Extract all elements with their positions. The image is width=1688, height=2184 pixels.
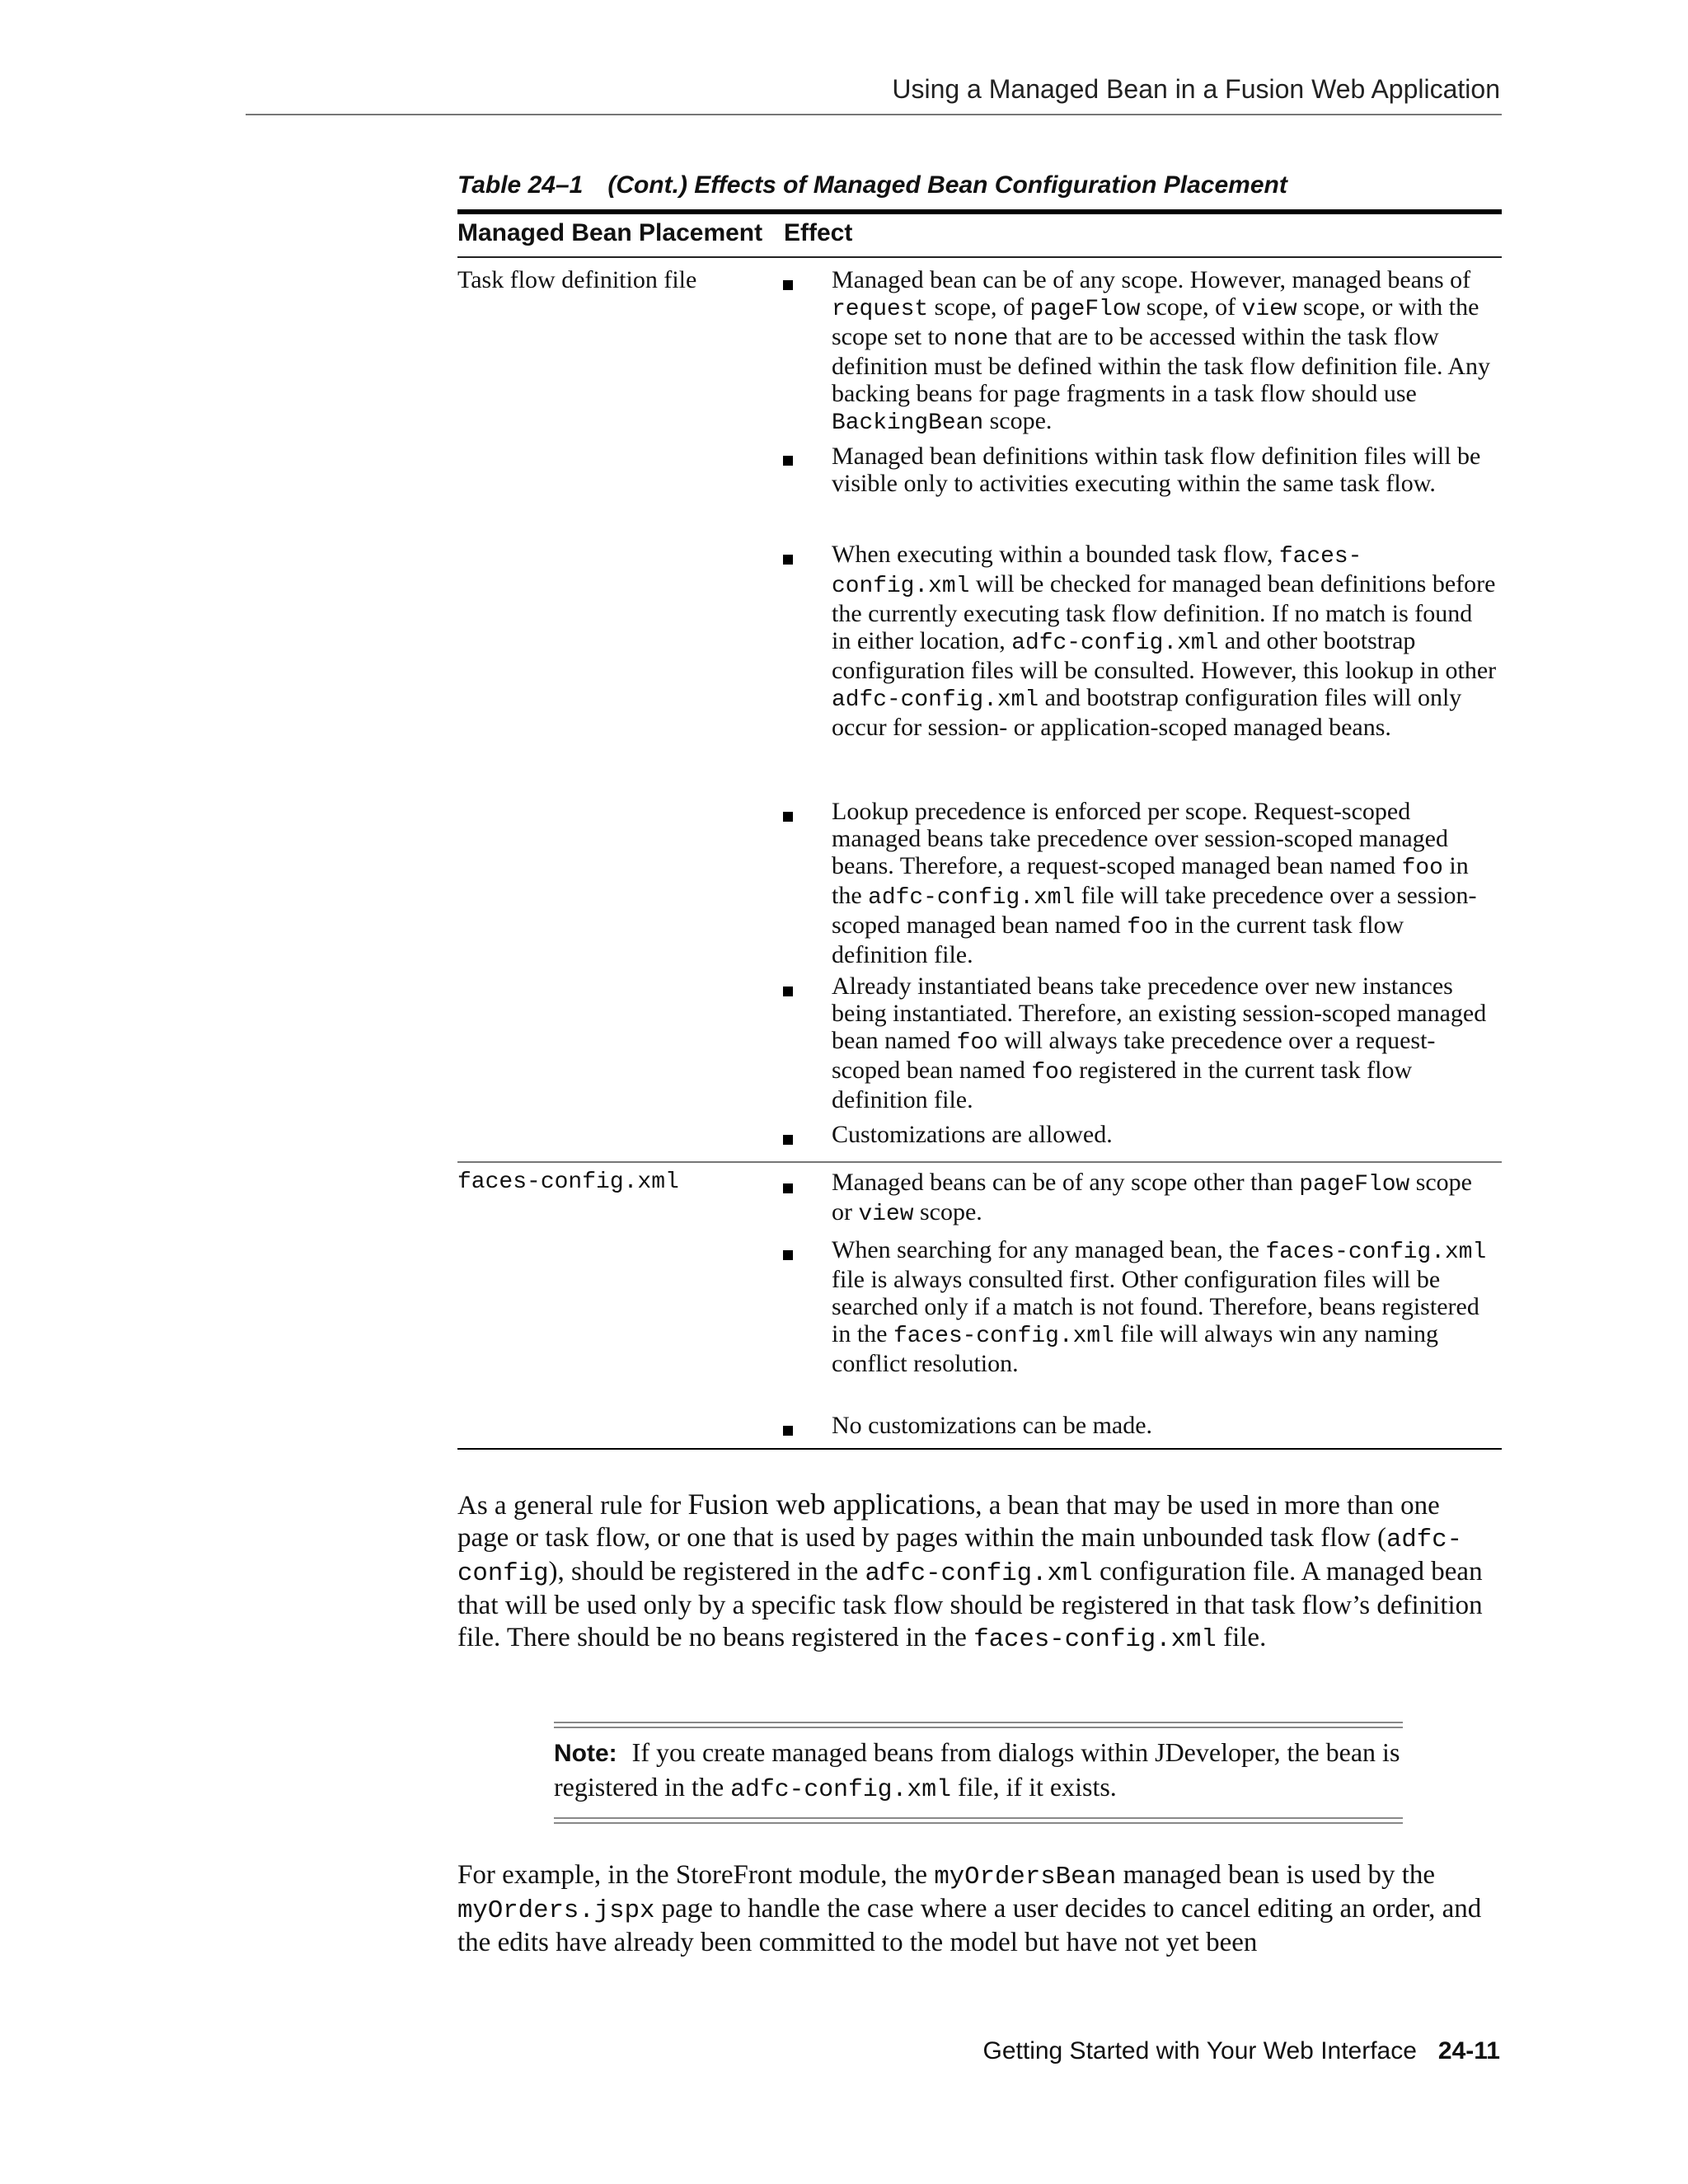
footer-chapter-title: Getting Started with Your Web Interface (982, 2037, 1417, 2064)
text-span: and bootstrap configuration files will only occur for session- or application-scoped managed beans. (832, 684, 1462, 741)
text-span: Managed beans can be of any scope other than (832, 1169, 1300, 1196)
code-span: adfc-config.xml (832, 687, 1039, 713)
bullet-marker (783, 1135, 793, 1145)
text-span: s, a bean that may be used in more than one page or task flow, or one that is used by pages within the main unbounded task flow ( (457, 1491, 1440, 1553)
code-span: foo (1127, 915, 1169, 940)
page-footer (983, 2037, 1501, 2065)
text-span: scope, of (1140, 293, 1242, 321)
text-span: No customizations can be made. (832, 1412, 1153, 1439)
table-bottom-rule (457, 1448, 1502, 1450)
text-span: When executing within a bounded task flow, (832, 541, 1279, 568)
text-span: Customizations are allowed. (832, 1121, 1113, 1148)
text-span: file is always consulted first. Other configuration files will be searched only if a match is not found. Therefore, beans registered in the (832, 1266, 1479, 1347)
effect-bullet (832, 1236, 1498, 1377)
text-span: in the (832, 852, 1469, 909)
code-span: none (953, 326, 1009, 352)
code-span: myOrdersBean (934, 1863, 1117, 1891)
paragraph-example (457, 1859, 1498, 1959)
code-span: foo (1401, 855, 1443, 881)
table-caption (457, 171, 1287, 199)
text-span: scope, or with the scope set to (832, 293, 1479, 350)
code-span: faces-config.xml (893, 1324, 1114, 1349)
text-span: Managed bean can be of any scope. However, managed beans of (832, 266, 1471, 293)
effect-bullet (832, 972, 1498, 1113)
code-span: adfc-config.xml (865, 1559, 1093, 1588)
note (554, 1736, 1403, 1806)
effect-bullet (832, 266, 1498, 437)
text-span: and other bootstrap configuration files will be consulted. However, this lookup in other (832, 627, 1497, 684)
code-span: adfc-config.xml (730, 1775, 951, 1803)
table-caption-number: Table 24–1 (457, 171, 584, 199)
text-span: that are to be accessed within the task flow definition must be defined within the task flow definition file. Any backing beans for page fragments in a task flow should use (832, 323, 1491, 407)
bullet-marker (783, 987, 793, 996)
effect-bullet (832, 1412, 1498, 1439)
note-bottom-rule (554, 1817, 1403, 1819)
text-span: will always take precedence over a request-scoped bean named (832, 1027, 1436, 1084)
code-span: faces-config.xml (832, 544, 1362, 599)
bullet-marker (783, 1183, 793, 1193)
column-header-placement: Managed Bean Placement (457, 219, 763, 246)
note-label: Note: (554, 1740, 617, 1767)
effect-bullet (832, 443, 1498, 497)
table-top-rule (457, 209, 1502, 214)
bullet-marker (783, 1426, 793, 1436)
note-top-rule (554, 1722, 1403, 1723)
code-span: BackingBean (832, 410, 984, 436)
code-span: view (1241, 297, 1297, 322)
text-span: file will always win any naming conflict resolution. (832, 1320, 1439, 1377)
text-span: Lookup precedence is enforced per scope. Request-scoped managed beans take precedence over session-scoped managed beans. Therefore, a request-scoped managed bean named (832, 798, 1448, 879)
text-span: registered in the current task flow definition file. (832, 1057, 1413, 1113)
effect-bullet (832, 1169, 1498, 1228)
row-label-faces-config: faces-config.xml (457, 1169, 679, 1195)
text-span: When searching for any managed bean, the (832, 1236, 1266, 1263)
text-span: file will take precedence over a session-scoped managed bean named (832, 882, 1477, 939)
text-span: page to handle the case where a user decides to cancel editing an order, and the edits have already been committed to the model but have not yet been (457, 1894, 1482, 1957)
bullet-marker (783, 812, 793, 822)
text-span: For example, in the StoreFront module, the (457, 1860, 935, 1890)
text-span: scope, of (928, 293, 1030, 321)
code-span: faces-config.xml (973, 1625, 1217, 1654)
code-span: faces-config.xml (1265, 1240, 1487, 1265)
text-span: As a general rule for (457, 1491, 688, 1521)
note-bottom-rule (554, 1822, 1403, 1824)
code-span: view (858, 1202, 914, 1227)
effect-bullet (832, 1121, 1498, 1148)
text-span: will be checked for managed bean definitions before the currently executing task flow definition. If no match is found in either location, (832, 570, 1496, 654)
text-span: If you create managed beans from dialogs within JDeveloper, the bean is registered in the (554, 1737, 1400, 1802)
bullet-marker (783, 555, 793, 565)
paragraph-general-rule (457, 1488, 1498, 1656)
text-span: ), should be registered in the (548, 1557, 865, 1586)
text-span: Managed bean definitions within task flow definition files will be visible only to activities executing within the same task flow. (832, 443, 1481, 497)
code-span: foo (1031, 1060, 1073, 1085)
code-span: request (832, 297, 929, 322)
footer-page-number: 24-11 (1437, 2037, 1500, 2064)
text-span: in the current task flow definition file. (832, 912, 1404, 968)
column-header-effect: Effect (784, 219, 853, 246)
table-caption-text: (Cont.) Effects of Managed Bean Configuration Placement (607, 171, 1287, 199)
code-span: adfc-config.xml (1011, 630, 1219, 656)
text-span: scope or (832, 1169, 1472, 1226)
bullet-marker (783, 280, 793, 290)
text-span: managed bean is used by the (1116, 1860, 1436, 1890)
code-span: adfc-config (457, 1526, 1463, 1588)
bullet-marker (783, 456, 793, 466)
header-rule (246, 114, 1502, 115)
bullet-marker (783, 1250, 793, 1260)
note-text (554, 1737, 1400, 1802)
running-header: Using a Managed Bean in a Fusion Web Application (892, 74, 1500, 104)
emphasis-span: Fusion web application (687, 1488, 965, 1521)
note-top-rule (554, 1727, 1403, 1728)
row-rule (457, 1161, 1502, 1163)
text-span: configuration file. A managed bean that will be used only by a specific task flow should be registered in that task flow’s definition file. There should be no beans registered in the (457, 1557, 1483, 1652)
code-span: myOrders.jspx (457, 1896, 655, 1925)
effect-bullet (832, 798, 1498, 968)
text-span: file, if it exists. (950, 1772, 1117, 1802)
row-label-task-flow: Task flow definition file (457, 266, 697, 293)
text-span: scope. (913, 1198, 982, 1226)
code-span: pageFlow (1029, 297, 1141, 322)
text-span: Already instantiated beans take precedence over new instances being instantiated. Therefore, an existing session-scoped managed bean named (832, 972, 1487, 1054)
header-row-rule (457, 256, 1502, 258)
text-span: scope. (983, 407, 1053, 434)
text-span: file. (1216, 1623, 1267, 1652)
code-span: foo (956, 1030, 998, 1056)
code-span: adfc-config.xml (868, 885, 1076, 911)
code-span: pageFlow (1299, 1172, 1410, 1197)
effect-bullet (832, 541, 1498, 741)
